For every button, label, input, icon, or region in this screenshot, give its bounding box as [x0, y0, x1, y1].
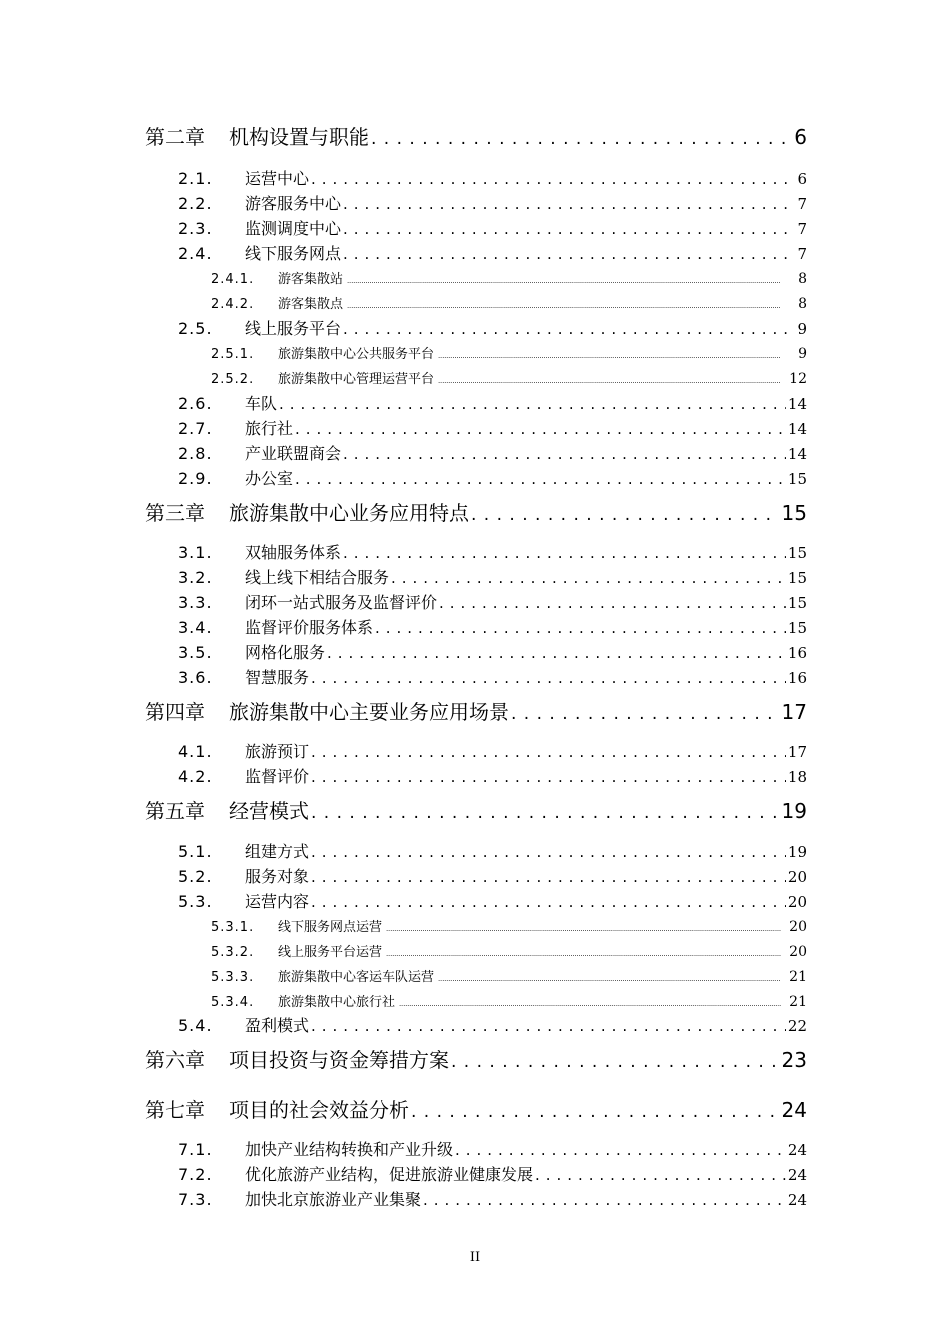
toc-entry[interactable] — [178, 391, 807, 415]
toc-entry-number: 第二章 — [145, 125, 205, 149]
toc-entry-title: 办公室 — [245, 469, 294, 488]
toc-entry-number: 2.2. — [178, 194, 213, 213]
toc-entry-page: 9 — [798, 346, 807, 362]
toc-entry-page: 14 — [787, 395, 807, 413]
toc-entry-page: 20 — [787, 868, 807, 886]
toc-entry-page: 15 — [787, 470, 807, 488]
toc-entry[interactable] — [145, 121, 807, 151]
toc-entry-number: 7.3. — [178, 1190, 213, 1209]
toc-entry[interactable] — [178, 1162, 807, 1186]
toc-entry-number: 3.1. — [178, 543, 213, 562]
toc-entry-title: 机构设置与职能 — [229, 125, 369, 149]
toc-entry-page: 20 — [789, 919, 807, 935]
toc-entry-page: 24 — [787, 1141, 807, 1159]
toc-entry-title: 游客集散点 — [278, 297, 344, 312]
toc-dot-leader — [311, 768, 786, 786]
toc-entry-page: 8 — [798, 296, 807, 312]
toc-dot-leader — [391, 569, 786, 587]
toc-entry-page: 22 — [787, 1017, 807, 1035]
toc-dot-leader — [471, 505, 780, 525]
toc-dot-leader — [411, 1102, 780, 1122]
toc-entry-title: 盈利模式 — [245, 1016, 310, 1035]
toc-dot-leader — [386, 950, 781, 958]
toc-entry[interactable] — [145, 1044, 807, 1074]
toc-entry-page: 24 — [787, 1166, 807, 1184]
toc-entry-page: 20 — [789, 944, 807, 960]
toc-entry[interactable] — [178, 590, 807, 614]
toc-entry-number: 3.3. — [178, 593, 213, 612]
toc-entry[interactable] — [178, 416, 807, 440]
toc-entry-title: 产业联盟商会 — [245, 444, 342, 463]
toc-entry-title: 监测调度中心 — [245, 219, 342, 238]
toc-dot-leader — [347, 277, 781, 285]
toc-entry[interactable] — [145, 696, 807, 726]
toc-entry-page: 20 — [787, 893, 807, 911]
toc-entry-title: 监督评价 — [245, 767, 310, 786]
toc-entry-title: 网格化服务 — [245, 643, 326, 662]
toc-dot-leader — [311, 893, 786, 911]
toc-entry[interactable] — [178, 1013, 807, 1037]
toc-entry-number: 2.4. — [178, 244, 213, 263]
toc-entry[interactable] — [211, 368, 807, 390]
toc-entry[interactable] — [178, 665, 807, 689]
toc-entry-number: 2.1. — [178, 169, 213, 188]
toc-entry-number: 5.3. — [178, 892, 213, 911]
toc-entry-page: 9 — [797, 320, 807, 338]
toc-entry[interactable] — [178, 540, 807, 564]
toc-entry[interactable] — [178, 1137, 807, 1161]
toc-entry-number: 5.2. — [178, 867, 213, 886]
toc-entry-page: 21 — [789, 994, 807, 1010]
toc-entry[interactable] — [178, 166, 807, 190]
toc-entry-number: 2.4.2. — [211, 297, 255, 312]
toc-entry-number: 4.2. — [178, 767, 213, 786]
toc-entry-title: 智慧服务 — [245, 668, 310, 687]
toc-dot-leader — [295, 470, 786, 488]
toc-dot-leader — [375, 619, 786, 637]
toc-entry-page: 24 — [781, 1098, 807, 1122]
toc-entry-number: 2.9. — [178, 469, 213, 488]
toc-entry-title: 项目投资与资金筹措方案 — [229, 1048, 449, 1072]
toc-entry[interactable] — [178, 764, 807, 788]
page-number: II — [469, 1250, 481, 1265]
toc-entry-title: 线上线下相结合服务 — [245, 568, 390, 587]
toc-entry[interactable] — [178, 739, 807, 763]
toc-entry-number: 2.3. — [178, 219, 213, 238]
toc-dot-leader — [343, 220, 795, 238]
toc-dot-leader — [438, 975, 781, 983]
toc-entry-number: 5.3.3. — [211, 970, 255, 985]
toc-entry-number: 2.6. — [178, 394, 213, 413]
toc-entry-page: 8 — [798, 271, 807, 287]
toc-entry-title: 服务对象 — [245, 867, 310, 886]
toc-entry[interactable] — [211, 941, 807, 963]
toc-entry-number: 2.7. — [178, 419, 213, 438]
toc-entry-number: 第四章 — [145, 700, 205, 724]
toc-entry-number: 第六章 — [145, 1048, 205, 1072]
toc-entry-number: 5.3.4. — [211, 995, 255, 1010]
toc-entry-page: 7 — [797, 220, 807, 238]
toc-dot-leader — [386, 925, 781, 933]
toc-entry-page: 15 — [787, 594, 807, 612]
toc-dot-leader — [439, 594, 786, 612]
toc-entry-number: 2.8. — [178, 444, 213, 463]
toc-dot-leader — [311, 843, 786, 861]
toc-entry-page: 7 — [797, 195, 807, 213]
toc-dot-leader — [327, 644, 786, 662]
toc-entry[interactable] — [178, 1187, 807, 1211]
toc-entry-page: 15 — [787, 569, 807, 587]
toc-entry-title: 车队 — [245, 394, 278, 413]
toc-entry[interactable] — [145, 795, 807, 825]
toc-dot-leader — [423, 1191, 786, 1209]
toc-entry[interactable] — [145, 497, 807, 527]
toc-entry-title: 线下服务网点 — [245, 244, 342, 263]
toc-entry-page: 19 — [781, 799, 807, 823]
toc-entry-number: 第三章 — [145, 501, 205, 525]
toc-entry-title: 旅游集散中心客运车队运营 — [278, 970, 435, 985]
toc-dot-leader — [295, 420, 786, 438]
toc-entry[interactable] — [178, 839, 807, 863]
toc-dot-leader — [311, 868, 786, 886]
toc-entry-number: 4.1. — [178, 742, 213, 761]
toc-entry-number: 3.5. — [178, 643, 213, 662]
toc-entry-page: 15 — [781, 501, 807, 525]
toc-entry-title: 旅游集散中心旅行社 — [278, 995, 396, 1010]
toc-entry-number: 2.5.1. — [211, 347, 255, 362]
toc-dot-leader — [279, 395, 786, 413]
toc-entry-title: 经营模式 — [229, 799, 309, 823]
toc-entry-page: 17 — [781, 700, 807, 724]
toc-entry-page: 12 — [789, 371, 807, 387]
toc-entry-number: 3.4. — [178, 618, 213, 637]
toc-entry-title: 旅游集散中心管理运营平台 — [278, 372, 435, 387]
toc-entry-title: 旅游集散中心公共服务平台 — [278, 347, 435, 362]
toc-entry-title: 旅游预订 — [245, 742, 310, 761]
toc-entry-page: 15 — [787, 544, 807, 562]
toc-entry-title: 线下服务网点运营 — [278, 920, 383, 935]
toc-entry-page: 16 — [787, 669, 807, 687]
toc-dot-leader — [343, 320, 795, 338]
toc-entry[interactable] — [178, 466, 807, 490]
toc-dot-leader — [399, 1000, 781, 1008]
toc-entry-number: 5.3.1. — [211, 920, 255, 935]
toc-entry[interactable] — [211, 966, 807, 988]
toc-dot-leader — [451, 1052, 780, 1072]
toc-entry-number: 3.2. — [178, 568, 213, 587]
toc-entry[interactable] — [178, 216, 807, 240]
toc-entry-number: 2.4.1. — [211, 272, 255, 287]
toc-entry[interactable] — [178, 441, 807, 465]
toc-dot-leader — [343, 245, 795, 263]
toc-entry[interactable] — [211, 293, 807, 315]
toc-entry[interactable] — [178, 864, 807, 888]
toc-entry-title: 旅游集散中心业务应用特点 — [229, 501, 469, 525]
toc-entry-page: 6 — [797, 170, 807, 188]
toc-entry-page: 14 — [787, 420, 807, 438]
toc-entry-title: 加快产业结构转换和产业升级 — [245, 1140, 454, 1159]
toc-dot-leader — [511, 704, 780, 724]
toc-entry-page: 7 — [797, 245, 807, 263]
toc-entry-title: 运营中心 — [245, 169, 310, 188]
toc-entry-title: 运营内容 — [245, 892, 310, 911]
toc-dot-leader — [371, 129, 792, 149]
toc-entry-number: 7.1. — [178, 1140, 213, 1159]
toc-entry-page: 17 — [787, 743, 807, 761]
toc-entry-title: 组建方式 — [245, 842, 310, 861]
toc-entry-number: 5.3.2. — [211, 945, 255, 960]
toc-entry-page: 19 — [787, 843, 807, 861]
toc-entry-page: 24 — [787, 1191, 807, 1209]
toc-entry-page: 14 — [787, 445, 807, 463]
toc-dot-leader — [343, 195, 795, 213]
toc-entry-title: 旅游集散中心主要业务应用场景 — [229, 700, 509, 724]
toc-entry[interactable] — [178, 316, 807, 340]
toc-entry[interactable] — [145, 1094, 807, 1124]
toc-entry[interactable] — [178, 241, 807, 265]
toc-entry[interactable] — [178, 565, 807, 589]
toc-dot-leader — [311, 170, 795, 188]
toc-dot-leader — [455, 1141, 786, 1159]
toc-dot-leader — [311, 669, 786, 687]
toc-entry-title: 监督评价服务体系 — [245, 618, 374, 637]
toc-entry-title: 项目的社会效益分析 — [229, 1098, 409, 1122]
toc-entry-number: 2.5. — [178, 319, 213, 338]
toc-entry-number: 第五章 — [145, 799, 205, 823]
toc-entry[interactable] — [211, 916, 807, 938]
toc-entry[interactable] — [178, 640, 807, 664]
toc-entry-page: 21 — [789, 969, 807, 985]
toc-entry-title: 游客集散站 — [278, 272, 344, 287]
toc-entry[interactable] — [178, 889, 807, 913]
toc-dot-leader — [311, 743, 786, 761]
toc-entry-title: 旅行社 — [245, 419, 294, 438]
toc-entry[interactable] — [178, 615, 807, 639]
toc-entry-number: 2.5.2. — [211, 372, 255, 387]
toc-entry-number: 第七章 — [145, 1098, 205, 1122]
toc-entry-title: 线上服务平台 — [245, 319, 342, 338]
toc-entry[interactable] — [211, 991, 807, 1013]
toc-entry-number: 3.6. — [178, 668, 213, 687]
toc-entry-page: 15 — [787, 619, 807, 637]
toc-entry-title: 双轴服务体系 — [245, 543, 342, 562]
toc-dot-leader — [438, 377, 781, 385]
toc-entry[interactable] — [178, 191, 807, 215]
toc-dot-leader — [438, 352, 781, 360]
toc-dot-leader — [347, 302, 781, 310]
toc-entry-title: 线上服务平台运营 — [278, 945, 383, 960]
toc-entry-page: 6 — [794, 125, 807, 149]
toc-entry-number: 7.2. — [178, 1165, 213, 1184]
toc-dot-leader — [343, 544, 786, 562]
toc-entry[interactable] — [211, 343, 807, 365]
toc-dot-leader — [311, 1017, 786, 1035]
toc-dot-leader — [343, 445, 786, 463]
toc-entry-number: 5.4. — [178, 1016, 213, 1035]
toc-entry-page: 16 — [787, 644, 807, 662]
toc-entry-title: 闭环一站式服务及监督评价 — [245, 593, 438, 612]
toc-entry-page: 18 — [787, 768, 807, 786]
toc-entry-title: 优化旅游产业结构，促进旅游业健康发展 — [245, 1165, 534, 1184]
toc-entry-title: 游客服务中心 — [245, 194, 342, 213]
toc-entry-page: 23 — [781, 1048, 807, 1072]
toc-dot-leader — [535, 1166, 786, 1184]
toc-entry-title: 加快北京旅游业产业集聚 — [245, 1190, 422, 1209]
toc-entry[interactable] — [211, 268, 807, 290]
toc-entry-number: 5.1. — [178, 842, 213, 861]
toc-dot-leader — [311, 803, 780, 823]
